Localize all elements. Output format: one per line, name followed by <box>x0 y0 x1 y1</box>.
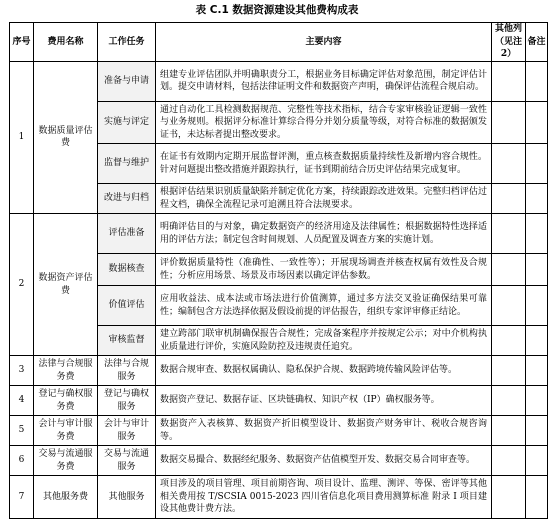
remark-cell <box>526 214 548 254</box>
task: 评估准备 <box>98 214 156 254</box>
content: 建立跨部门联审机制确保报告合规性；完成备案程序并按规定公示；对中介机构执业质量进行评价，实施风险防控及违规责任追究。 <box>156 326 492 356</box>
fee-name: 登记与确权服务费 <box>34 386 98 416</box>
table-row <box>10 386 548 416</box>
table-row <box>10 416 548 446</box>
task: 其他服务 <box>98 476 156 519</box>
fee-name: 法律与合规服务费 <box>34 356 98 386</box>
remark-cell <box>526 61 548 101</box>
table-row <box>10 214 548 254</box>
header-row <box>10 23 548 62</box>
task: 价值评估 <box>98 286 156 326</box>
table-title: 表 C.1 数据资源建设其他费构成表 <box>195 4 359 16</box>
row-no: 7 <box>10 476 34 519</box>
remark-cell <box>526 144 548 184</box>
content: 数据交易撮合、数据经纪服务、数据资产估值模型开发、数据交易合同审查等。 <box>156 446 492 476</box>
other-cell <box>492 61 526 101</box>
content: 评价数据质量特性（准确性、一致性等）；开展现场调查并核查权属有效性及合规性；分析应用场景、场景及市场因素以确定评估参数。 <box>156 254 492 286</box>
content: 组建专业评估团队并明确职责分工，根据业务目标确定评估对象范围，制定评估计划。提交申请材料，包括法律证明文件和数据资产声明，确保评估流程合规启动。 <box>156 61 492 101</box>
content: 数据资产入表核算、数据资产折旧模型设计、数据资产财务审计、税收合规咨询等。 <box>156 416 492 446</box>
other-cell <box>492 416 526 446</box>
task: 准备与申请 <box>98 61 156 101</box>
row-no: 5 <box>10 416 34 446</box>
other-cell <box>492 214 526 254</box>
task: 实施与评定 <box>98 101 156 144</box>
content: 应用收益法、成本法或市场法进行价值测算，通过多方法交叉验证确保结果可靠性；编制包含方法选择依据及假设前提的评估报告，组织专家评审修正结论。 <box>156 286 492 326</box>
content: 项目涉及的项目管理、项目前期咨询、项目设计、监理、测评、等保、密评等其他相关费用按 T/SCSIA 0015-2023 四川省信息化项目费用测算标准 附录 I 项目建设其他费计费方法。 <box>156 476 492 519</box>
remark-cell <box>526 101 548 144</box>
task: 交易与流通服务 <box>98 446 156 476</box>
row-no: 6 <box>10 446 34 476</box>
header-other-col: 其他列（见注2） <box>492 23 526 62</box>
task: 会计与审计服务 <box>98 416 156 446</box>
content: 根据评估结果识别质量缺陷并制定优化方案，持续跟踪改进效果。完整归档评估过程文档，确保全流程记录可追溯且符合法规要求。 <box>156 184 492 214</box>
other-cell <box>492 356 526 386</box>
task: 数据核查 <box>98 254 156 286</box>
table-row <box>10 446 548 476</box>
table-row <box>10 61 548 101</box>
other-cell <box>492 326 526 356</box>
fee-name: 交易与流通服务费 <box>34 446 98 476</box>
remark-cell <box>526 254 548 286</box>
content: 在证书有效期内定期开展监督评测，重点核查数据质量持续性及新增内容合规性。针对问题提出整改措施并跟踪执行，证书到期前结合历史评估结果完成复审。 <box>156 144 492 184</box>
remark-cell <box>526 356 548 386</box>
header-fee-name: 费用名称 <box>34 23 98 62</box>
fee-composition-table <box>9 22 548 519</box>
remark-cell <box>526 286 548 326</box>
remark-cell <box>526 326 548 356</box>
remark-cell <box>526 184 548 214</box>
other-cell <box>492 286 526 326</box>
content: 明确评估目的与对象，确定数据资产的经济用途及法律属性；根据数据特性选择适用的评估方法；制定包含时间规划、人员配置及调查方案的实施计划。 <box>156 214 492 254</box>
remark-cell <box>526 416 548 446</box>
header-no: 序号 <box>10 23 34 62</box>
row-no: 2 <box>10 214 34 356</box>
remark-cell <box>526 446 548 476</box>
fee-name: 数据质量评估费 <box>34 61 98 214</box>
fee-name: 会计与审计服务费 <box>34 416 98 446</box>
other-cell <box>492 101 526 144</box>
other-cell <box>492 144 526 184</box>
remark-cell <box>526 386 548 416</box>
remark-cell <box>526 476 548 519</box>
task: 监督与维护 <box>98 144 156 184</box>
task: 审核监督 <box>98 326 156 356</box>
header-content: 主要内容 <box>156 23 492 62</box>
task: 登记与确权服务 <box>98 386 156 416</box>
other-cell <box>492 386 526 416</box>
fee-name: 其他服务费 <box>34 476 98 519</box>
table-row <box>10 476 548 519</box>
task: 改进与归档 <box>98 184 156 214</box>
content: 数据资产登记、数据存证、区块链确权、知识产权（IP）确权服务等。 <box>156 386 492 416</box>
fee-name: 数据资产评估费 <box>34 214 98 356</box>
header-task: 工作任务 <box>98 23 156 62</box>
other-cell <box>492 446 526 476</box>
content: 数据合规审查、数据权属确认、隐私保护合规、数据跨境传输风险评估等。 <box>156 356 492 386</box>
other-cell <box>492 254 526 286</box>
row-no: 4 <box>10 386 34 416</box>
task: 法律与合规服务 <box>98 356 156 386</box>
other-cell <box>492 184 526 214</box>
table-row <box>10 356 548 386</box>
header-remark: 备注 <box>526 23 548 62</box>
row-no: 1 <box>10 61 34 214</box>
content: 通过自动化工具检测数据规范、完整性等技术指标，结合专家审核验证逻辑一致性与业务规则。根据评分标准计算综合得分并划分质量等级，对符合标准的数据颁发证书，未达标者提出整改要求。 <box>156 101 492 144</box>
other-cell <box>492 476 526 519</box>
row-no: 3 <box>10 356 34 386</box>
